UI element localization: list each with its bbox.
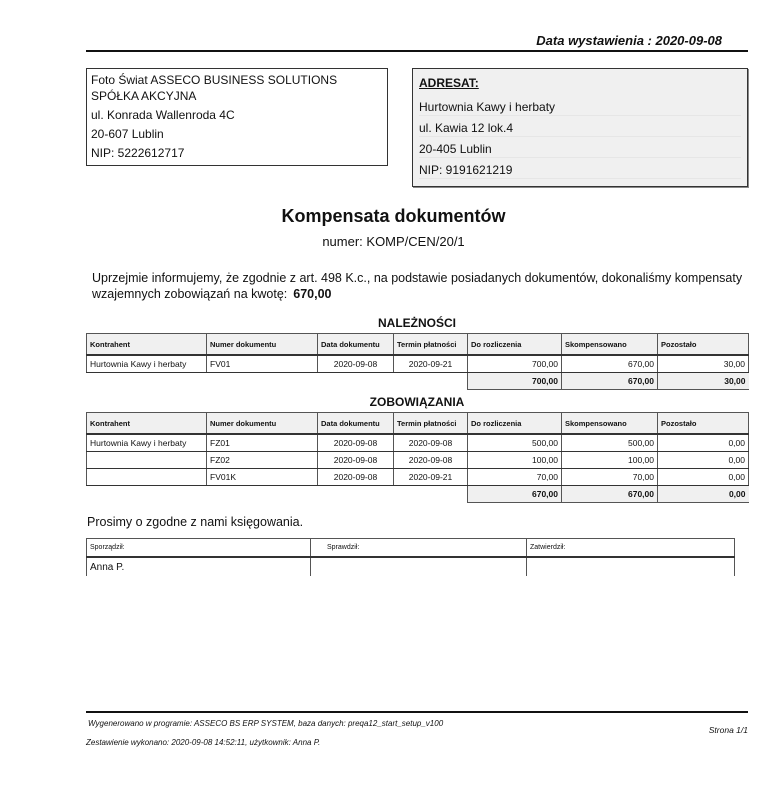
checked-by-value	[311, 557, 527, 576]
table-cell	[87, 452, 207, 469]
column-header: Skompensowano	[562, 334, 658, 356]
column-header: Skompensowano	[562, 413, 658, 435]
signature-table	[86, 538, 735, 576]
approved-by-value	[527, 557, 735, 576]
generated-info: Wygenerowano w programie: ASSECO BS ERP SYSTEM, baza danych: preqa12_start_setup_v100	[88, 719, 444, 728]
column-header: Pozostało	[658, 334, 749, 356]
total-cell: 0,00	[658, 486, 749, 503]
total-cell: 700,00	[468, 373, 562, 390]
table-cell: 70,00	[468, 469, 562, 486]
totals-row	[87, 373, 749, 390]
liabilities-table	[86, 412, 749, 503]
empty-cell	[87, 486, 207, 503]
column-header: Numer dokumentu	[207, 334, 318, 356]
table-row	[87, 452, 749, 469]
approved-by-label: Zatwierdził:	[527, 539, 735, 558]
column-header: Termin płatności	[394, 334, 468, 356]
table-cell: 2020-09-08	[394, 452, 468, 469]
table-cell: 0,00	[658, 434, 749, 452]
sender-box	[86, 68, 388, 166]
column-header: Do rozliczenia	[468, 334, 562, 356]
table-cell: FV01	[207, 355, 318, 373]
intro-paragraph	[92, 270, 752, 302]
sender-city: 20-607 Lublin	[91, 127, 164, 141]
column-header: Do rozliczenia	[468, 413, 562, 435]
table-cell: 700,00	[468, 355, 562, 373]
addressee-city: 20-405 Lublin	[419, 141, 741, 158]
addressee-heading: ADRESAT:	[419, 76, 479, 90]
total-cell: 670,00	[468, 486, 562, 503]
table-cell: Hurtownia Kawy i herbaty	[87, 434, 207, 452]
receivables-title: NALEŻNOŚCI	[378, 316, 456, 330]
sender-nip: NIP: 5222612717	[91, 146, 185, 160]
totals-row	[87, 486, 749, 503]
table-cell: FZ02	[207, 452, 318, 469]
page-number: Strona 1/1	[708, 725, 748, 735]
table-cell: 500,00	[468, 434, 562, 452]
table-cell: 2020-09-08	[318, 469, 394, 486]
total-cell: 670,00	[562, 486, 658, 503]
table-header-row	[87, 413, 749, 435]
table-cell: Hurtownia Kawy i herbaty	[87, 355, 207, 373]
empty-cell	[87, 373, 207, 390]
total-cell: 30,00	[658, 373, 749, 390]
table-cell: 670,00	[562, 355, 658, 373]
table-cell: 0,00	[658, 469, 749, 486]
document-title: Kompensata dokumentów	[281, 206, 506, 226]
empty-cell	[394, 486, 468, 503]
table-cell: FZ01	[207, 434, 318, 452]
addressee-box	[412, 68, 748, 187]
table-cell: 2020-09-08	[318, 355, 394, 373]
column-header: Termin płatności	[394, 413, 468, 435]
issue-date: Data wystawienia : 2020-09-08	[536, 33, 722, 48]
header-divider	[86, 50, 748, 52]
table-cell: 2020-09-08	[394, 434, 468, 452]
addressee-street: ul. Kawia 12 lok.4	[419, 120, 741, 137]
empty-cell	[394, 373, 468, 390]
prepared-by-label: Sporządził:	[87, 539, 311, 558]
table-row	[87, 355, 749, 373]
addressee-name: Hurtownia Kawy i herbaty	[419, 99, 741, 116]
checked-by-label: Sprawdził:	[311, 539, 527, 558]
table-row	[87, 469, 749, 486]
compensation-amount: 670,00	[293, 287, 332, 301]
empty-cell	[318, 486, 394, 503]
column-header: Data dokumentu	[318, 413, 394, 435]
sender-street: ul. Konrada Wallenroda 4C	[91, 108, 235, 122]
liabilities-body	[87, 434, 749, 503]
table-row	[87, 434, 749, 452]
table-cell	[87, 469, 207, 486]
addressee-nip: NIP: 9191621219	[419, 162, 741, 179]
column-header: Kontrahent	[87, 413, 207, 435]
table-cell: 2020-09-21	[394, 355, 468, 373]
table-cell: 0,00	[658, 452, 749, 469]
table-cell: FV01K	[207, 469, 318, 486]
closing-text: Prosimy o zgodne z nami księgowania.	[87, 515, 304, 529]
column-header: Kontrahent	[87, 334, 207, 356]
receivables-body	[87, 355, 749, 390]
table-cell: 100,00	[562, 452, 658, 469]
sender-name: Foto Świat ASSECO BUSINESS SOLUTIONS SPÓŁKA AKCYJNA	[91, 73, 338, 103]
column-header: Pozostało	[658, 413, 749, 435]
table-cell: 2020-09-08	[318, 452, 394, 469]
column-header: Numer dokumentu	[207, 413, 318, 435]
liabilities-title: ZOBOWIĄZANIA	[369, 395, 465, 409]
document-number: numer: KOMP/CEN/20/1	[322, 234, 465, 249]
table-cell: 500,00	[562, 434, 658, 452]
empty-cell	[207, 373, 318, 390]
column-header: Data dokumentu	[318, 334, 394, 356]
table-cell: 100,00	[468, 452, 562, 469]
total-cell: 670,00	[562, 373, 658, 390]
empty-cell	[318, 373, 394, 390]
footer-divider	[86, 711, 748, 713]
empty-cell	[207, 486, 318, 503]
table-cell: 30,00	[658, 355, 749, 373]
table-cell: 2020-09-21	[394, 469, 468, 486]
prepared-by-value: Anna P.	[87, 557, 311, 576]
table-header-row	[87, 334, 749, 356]
created-info: Zestawienie wykonano: 2020-09-08 14:52:11, użytkownik: Anna P.	[86, 738, 321, 747]
table-cell: 2020-09-08	[318, 434, 394, 452]
receivables-table	[86, 333, 749, 390]
table-cell: 70,00	[562, 469, 658, 486]
intro-text: Uprzejmie informujemy, że zgodnie z art. 498 K.c., na podstawie posiadanych dokumentów, dokonaliśmy kompensaty wzajemnych zobowiązań na kwotę:	[92, 271, 743, 301]
